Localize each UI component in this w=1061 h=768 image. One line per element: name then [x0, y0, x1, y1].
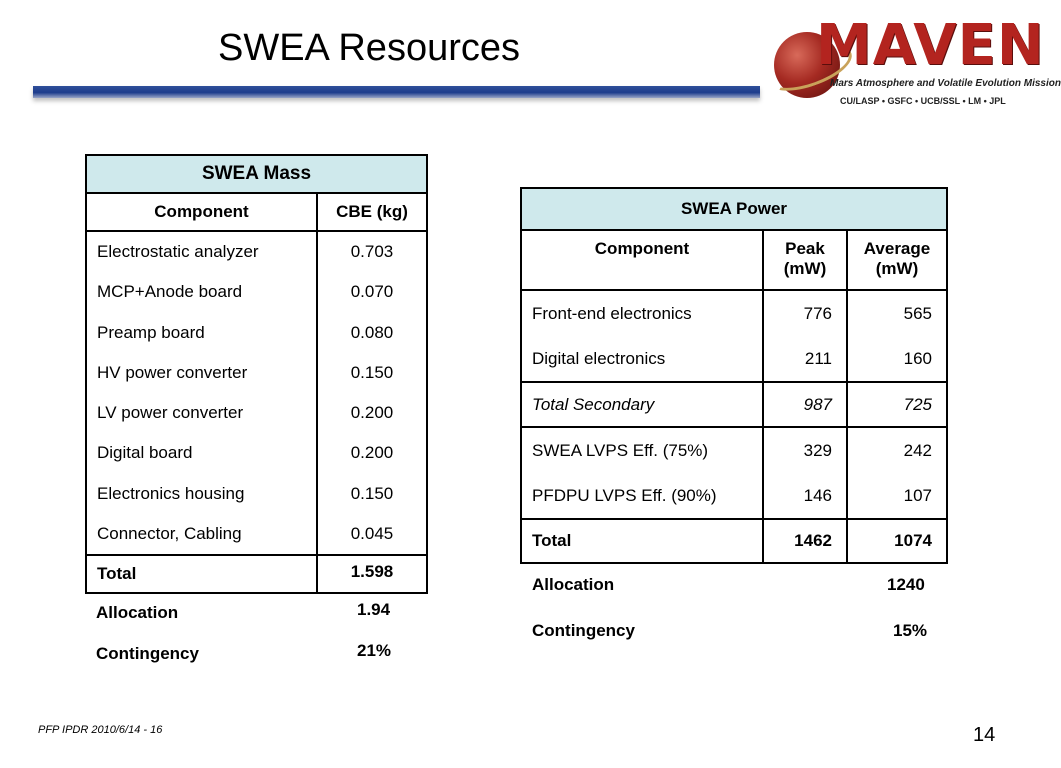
logo-partners: CU/LASP • GSFC • UCB/SSL • LM • JPL [840, 96, 1006, 106]
logo-wordmark: MAVEN [816, 13, 1045, 78]
table-cell: PFDPU LVPS Eff. (90%) [532, 486, 717, 505]
page-number: 14 [973, 724, 996, 746]
table-cell: HV power converter [97, 362, 248, 382]
power-table-title: SWEA Power [521, 188, 947, 230]
table-cell: 211 [804, 349, 832, 368]
mass-cbe-list [317, 231, 427, 555]
power-group2-peak [763, 427, 847, 519]
power-secondary-average: 725 [847, 382, 947, 427]
power-total-average: 1074 [847, 519, 947, 563]
table-cell: 242 [903, 441, 932, 460]
mass-contingency-value: 21% [357, 641, 392, 660]
power-col-component: Component [521, 230, 763, 290]
table-cell: LV power converter [97, 403, 244, 423]
power-total-peak: 1462 [763, 519, 847, 563]
table-cell: 0.703 [350, 242, 394, 261]
table-cell: 329 [803, 441, 832, 460]
mass-component-list [86, 231, 317, 555]
footer-text: PFP IPDR 2010/6/14 - 16 [38, 724, 163, 736]
table-cell: 0.150 [350, 483, 394, 503]
table-cell: Digital electronics [532, 349, 666, 368]
mass-allocation-value: 1.94 [357, 600, 391, 619]
table-cell: SWEA LVPS Eff. (75%) [532, 441, 709, 460]
table-cell: Front-end electronics [532, 304, 692, 323]
table-cell: 146 [803, 486, 832, 505]
power-col-average: Average (mW) [847, 230, 947, 290]
table-cell: 0.045 [350, 524, 394, 544]
power-group1-peak [763, 290, 847, 382]
power-contingency-label: Contingency [532, 621, 635, 640]
table-cell: Connector, Cabling [97, 524, 242, 544]
table-cell: 0.200 [350, 403, 394, 423]
power-contingency-value: 15% [893, 621, 928, 640]
power-allocation-value: 1240 [887, 575, 925, 594]
table-cell: 0.150 [350, 362, 394, 382]
mass-contingency-label: Contingency [96, 644, 199, 663]
power-group2-average [847, 427, 947, 519]
table-cell: Preamp board [97, 322, 205, 342]
power-group1-average [847, 290, 947, 382]
mass-col-cbe: CBE (kg) [317, 193, 427, 231]
power-group2-components [521, 427, 763, 519]
table-cell: 160 [903, 349, 932, 368]
title-underline-bar [33, 86, 760, 98]
table-cell: Electronics housing [97, 483, 245, 503]
table-cell: Electrostatic analyzer [97, 242, 259, 261]
logo-tagline: Mars Atmosphere and Volatile Evolution Mission [830, 78, 1061, 89]
mass-table-title: SWEA Mass [86, 155, 427, 193]
power-table [520, 187, 948, 564]
mass-total-value: 1.598 [317, 555, 427, 593]
table-cell: 565 [903, 304, 932, 323]
power-col-peak: Peak (mW) [763, 230, 847, 290]
power-allocation-label: Allocation [532, 575, 615, 594]
table-cell: 0.200 [350, 443, 394, 463]
table-cell: 107 [903, 486, 932, 505]
power-secondary-peak: 987 [763, 382, 847, 427]
maven-logo [772, 10, 1061, 120]
table-cell: 0.070 [350, 282, 394, 302]
mass-col-component: Component [86, 193, 317, 231]
table-cell: 776 [803, 304, 832, 323]
table-cell: Digital board [97, 443, 193, 463]
power-total-label: Total [521, 519, 763, 563]
mass-table [85, 154, 428, 594]
power-secondary-label: Total Secondary [521, 382, 763, 427]
slide-title: SWEA Resources [218, 27, 520, 69]
mass-total-label: Total [86, 555, 317, 593]
mass-allocation-label: Allocation [96, 603, 179, 622]
table-cell: MCP+Anode board [97, 282, 243, 302]
table-cell: 0.080 [350, 322, 394, 342]
power-group1-components [521, 290, 763, 382]
